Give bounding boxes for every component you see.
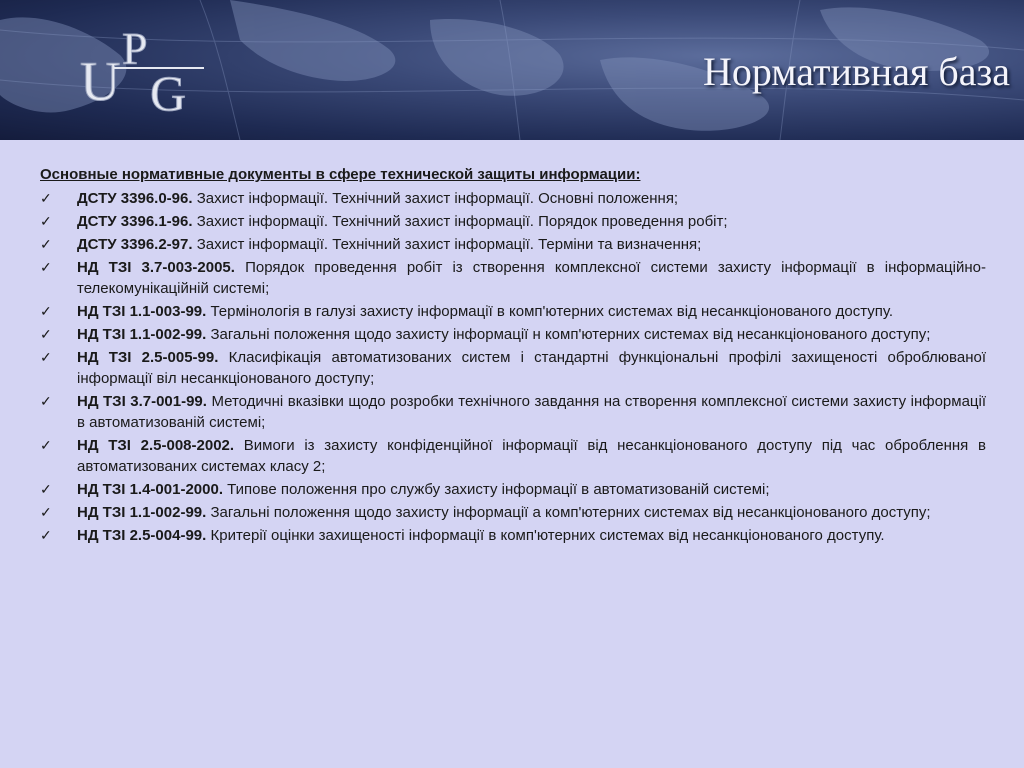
checkmark-icon: ✓: [40, 437, 52, 453]
document-code: НД ТЗІ 3.7-001-99.: [77, 393, 207, 410]
document-code: НД ТЗІ 2.5-008-2002.: [77, 437, 235, 454]
document-code: ДСТУ 3396.0-96.: [77, 190, 193, 207]
checkmark-icon: ✓: [40, 259, 52, 275]
list-item: [40, 525, 986, 546]
checkmark-icon: ✓: [40, 190, 52, 206]
document-title: Критерії оцінки захищеності інформації в комп'ютерних системах від несанкціонованого доступу.: [210, 527, 885, 544]
document-title: Вимоги із захисту конфіденційної інформації від несанкціонованого доступу під час оброблення в автоматизованих системах класу 2;: [77, 437, 986, 475]
document-code: НД ТЗІ 1.1-003-99.: [77, 303, 207, 320]
list-item: [40, 391, 986, 433]
document-code: ДСТУ 3396.2-97.: [77, 236, 193, 253]
document-title: Типове положення про службу захисту інформації в автоматизованій системі;: [227, 481, 770, 498]
list-item: [40, 234, 986, 255]
upg-logo: [78, 18, 208, 118]
list-item: [40, 347, 986, 389]
checkmark-icon: ✓: [40, 349, 52, 365]
document-code: НД ТЗІ 2.5-005-99.: [77, 349, 219, 366]
page-title: Нормативная база: [702, 49, 1010, 94]
checkmark-icon: ✓: [40, 393, 52, 409]
document-list: [40, 188, 986, 546]
section-heading: Основные нормативные документы в сфере технической защиты информации:: [40, 166, 641, 183]
document-title: Класифікація автоматизованих систем і стандартні функціональні профілі захищеності оброблюваної інформації віл несанкціонованого доступу;: [77, 349, 986, 387]
checkmark-icon: ✓: [40, 303, 52, 319]
document-title: Захист інформації. Технічний захист інформації. Основні положення;: [196, 190, 679, 207]
list-item: [40, 502, 986, 523]
document-title: Захист інформації. Технічний захист інформації. Порядок проведення робіт;: [196, 213, 728, 230]
checkmark-icon: ✓: [40, 213, 52, 229]
document-title: Термінологія в галузі захисту інформації в комп'ютерних системах від несанкціонованого доступу.: [210, 303, 894, 320]
document-title: Захист інформації. Технічний захист інформації. Терміни та визначення;: [196, 236, 702, 253]
document-code: ДСТУ 3396.1-96.: [77, 213, 193, 230]
svg-text:G: G: [150, 65, 187, 118]
document-code: НД ТЗІ 1.1-002-99.: [77, 326, 207, 343]
list-item: [40, 257, 986, 299]
checkmark-icon: ✓: [40, 481, 52, 497]
checkmark-icon: ✓: [40, 236, 52, 252]
list-item: [40, 188, 986, 209]
header-banner: [0, 0, 1024, 140]
list-item: [40, 479, 986, 500]
document-code: НД ТЗІ 1.4-001-2000.: [77, 481, 223, 498]
document-title: Загальні положення щодо захисту інформації н комп'ютерних системах від несанкціонованого доступу;: [210, 326, 931, 343]
main-content: [40, 164, 986, 546]
document-title: Порядок проведення робіт із створення комплексної системи захисту інформації в інформаційно-телекомунікаційній системі;: [77, 259, 986, 297]
checkmark-icon: ✓: [40, 527, 52, 543]
list-item: [40, 301, 986, 322]
checkmark-icon: ✓: [40, 504, 52, 520]
document-code: НД ТЗІ 2.5-004-99.: [77, 527, 207, 544]
svg-text:U: U: [80, 51, 121, 113]
list-item: [40, 435, 986, 477]
svg-text:P: P: [122, 23, 148, 74]
document-code: НД ТЗІ 1.1-002-99.: [77, 504, 207, 521]
document-title: Загальні положення щодо захисту інформації а комп'ютерних системах від несанкціонованого доступу;: [210, 504, 931, 521]
checkmark-icon: ✓: [40, 326, 52, 342]
list-item: [40, 211, 986, 232]
document-code: НД ТЗІ 3.7-003-2005.: [77, 259, 235, 276]
document-title: Методичні вказівки щодо розробки технічного завдання на створення комплексної системи захисту інформації в автоматизованій системі;: [77, 393, 987, 431]
list-item: [40, 324, 986, 345]
